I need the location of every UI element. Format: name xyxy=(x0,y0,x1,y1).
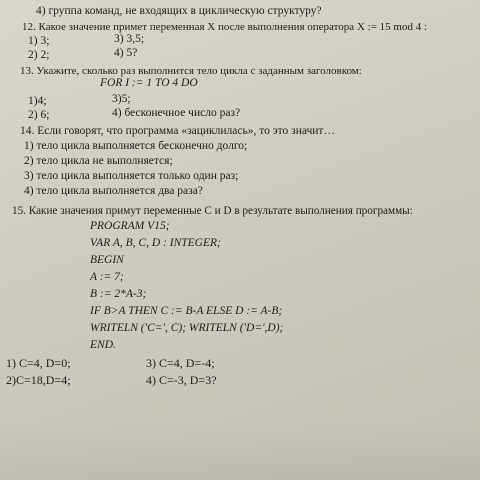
q13-loop-header: FOR I := 1 TO 4 DO xyxy=(100,77,198,89)
q15-code-line: VAR A, B, C, D : INTEGER; xyxy=(90,237,221,249)
q12-option-3: 3) 3,5; xyxy=(114,33,145,45)
q15-option-4: 4) C=-3, D=3? xyxy=(146,373,217,387)
q13-option-3: 3)5; xyxy=(112,93,131,105)
q15-code-line: END. xyxy=(90,339,116,351)
q15-code-line: PROGRAM V15; xyxy=(90,220,170,232)
q12-option-1: 1) 3; xyxy=(28,35,50,47)
q15-code-line: B := 2*A-3; xyxy=(90,288,147,300)
q14-option-4: 4) тело цикла выполняется два раза? xyxy=(24,185,203,197)
q13-option-2: 2) 6; xyxy=(28,109,50,121)
q14-option-2: 2) тело цикла не выполняется; xyxy=(24,155,173,167)
q15-code-line: A := 7; xyxy=(90,271,124,283)
q13-option-1: 1)4; xyxy=(28,95,47,107)
q14-option-1: 1) тело цикла выполняется бесконечно долго; xyxy=(24,140,248,152)
q15-option-3: 3) C=4, D=-4; xyxy=(146,356,215,370)
q15-option-2: 2)C=18,D=4; xyxy=(6,373,71,387)
q14-question: 14. Если говорят, что программа «зациклилась», то это значит… xyxy=(20,125,335,137)
q12-question: 12. Какое значение примет переменная X после выполнения оператора X := 15 mod 4 : xyxy=(22,21,428,33)
q15-code-line: IF B>A THEN C := B-A ELSE D := A-B; xyxy=(90,305,283,317)
q12-option-4: 4) 5? xyxy=(114,47,138,59)
paper-shadow xyxy=(0,420,480,480)
q15-option-1: 1) C=4, D=0; xyxy=(6,356,71,370)
q14-option-3: 3) тело цикла выполняется только один раз; xyxy=(24,170,239,182)
q15-question: 15. Какие значения примут переменные C и D в результате выполнения программы: xyxy=(12,205,413,217)
q13-question: 13. Укажите, сколько раз выполнится тело цикла с заданным заголовком: xyxy=(20,65,362,77)
q15-code-line: BEGIN xyxy=(90,254,124,266)
q13-option-4: 4) бесконечное число раз? xyxy=(112,107,241,119)
q11-option-4: 4) группа команд, не входящих в циклическую структуру? xyxy=(36,5,322,17)
q12-option-2: 2) 2; xyxy=(28,49,50,61)
q15-code-line: WRITELN ('C=', C); WRITELN ('D=',D); xyxy=(90,322,284,334)
